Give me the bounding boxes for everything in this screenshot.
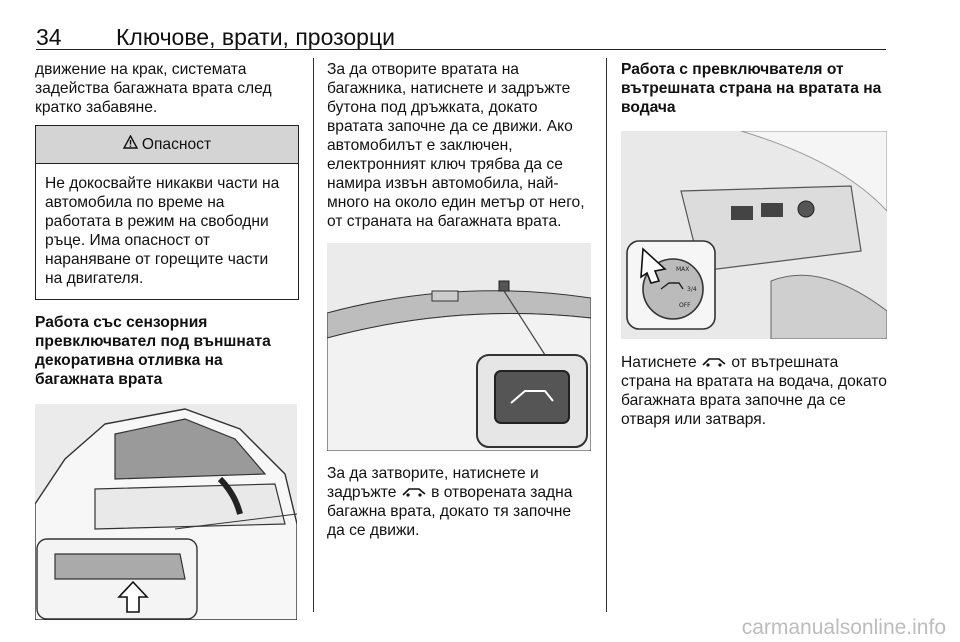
section-heading: Работа със сензорния превключвател под външната декоративна отливка на багажната врата <box>35 314 271 388</box>
page-number: 34 <box>36 24 62 50</box>
intro-text: движение на крак, системата задейства багажната врата след кратко забавяне. <box>35 61 272 116</box>
section-heading: Работа с превключвателя от вътрешната страна на вратата на водача <box>621 61 882 116</box>
column-divider <box>606 58 607 612</box>
close-instruction-part1: За да затворите, натиснете и задръжте <box>327 465 539 501</box>
knob-label-max: MAX <box>676 266 690 273</box>
figure-tailgate-exterior <box>35 404 297 620</box>
close-instruction-part2: в отворената задна багажна врата, докато тя започне да се движи. <box>327 484 573 540</box>
knob-label-off: OFF <box>679 302 691 309</box>
driver-switch-part1: Натиснете <box>621 354 697 371</box>
driver-switch-part2: от вътрешната страна на вратата на водача, докато багажната врата започне да се отваря или затваря. <box>621 354 887 429</box>
close-instruction-text <box>327 464 591 540</box>
tailgate-icon <box>401 483 427 502</box>
page-title: Ключове, врати, прозорци <box>116 24 395 50</box>
column-right <box>621 60 887 429</box>
warning-text: Не докосвайте никакви части на автомобила по време на работата в режим на свободни ръце. Има опасност от нараняване от горещите части на двигателя. <box>45 175 280 287</box>
watermark: carmanualsonline.info <box>741 616 946 639</box>
page-header <box>36 14 886 52</box>
warning-box <box>35 125 299 300</box>
header-rule <box>36 49 886 50</box>
column-divider <box>313 58 314 612</box>
column-left <box>35 60 299 620</box>
knob-label-three-quarter: 3/4 <box>687 286 697 293</box>
column-middle <box>327 60 591 540</box>
driver-switch-instruction <box>621 353 887 429</box>
figure-driver-door-switch <box>621 131 887 339</box>
warning-triangle-icon <box>123 135 138 154</box>
warning-title: Опасност <box>141 135 212 153</box>
open-instruction-text: За да отворите вратата на багажника, натиснете и задръжте бутона под дръжката, докато вратата започне да се движи. Ако автомобилът е заключен, електронният ключ трябва да се намира извън автомобила, най-много на около един метър от него, от страната на багажната врата. <box>327 61 585 230</box>
figure-tailgate-button <box>327 243 591 451</box>
warning-header <box>36 126 298 164</box>
tailgate-icon <box>701 353 727 372</box>
